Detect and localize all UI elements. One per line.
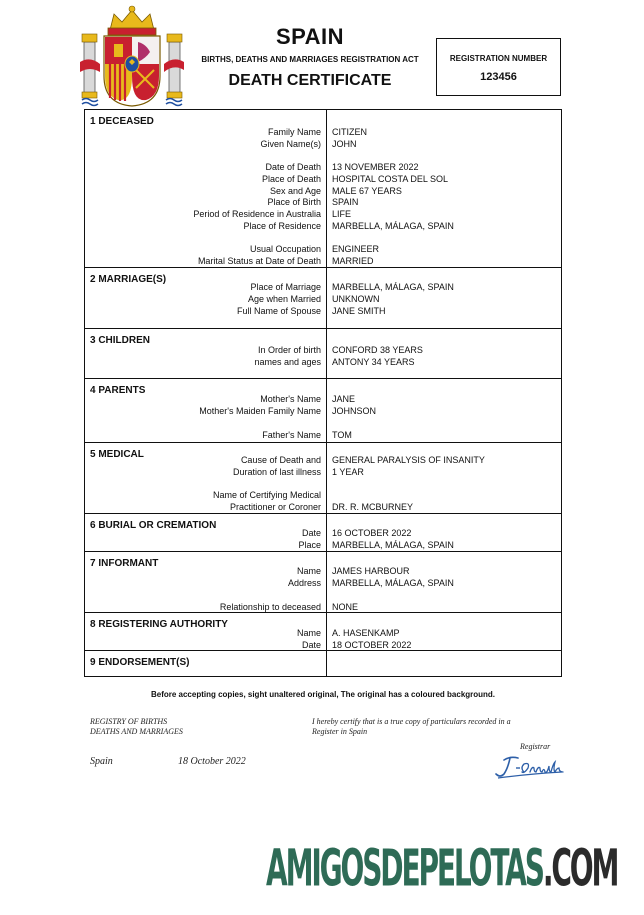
field-value: JANE SMITH: [332, 306, 386, 316]
field-value: 1 YEAR: [332, 467, 364, 477]
act-subtitle: BIRTHS, DEATHS AND MARRIAGES REGISTRATION ACT: [201, 55, 419, 64]
certify-line-1: I hereby certify that is a true copy of particulars recorded in a: [312, 717, 511, 726]
field-value: 13 NOVEMBER 2022: [332, 162, 419, 172]
field-label: Usual Occupation: [249, 244, 321, 254]
section-parents: [85, 379, 561, 443]
field-value: UNKNOWN: [332, 294, 380, 304]
field-label: Duration of last illness: [232, 467, 321, 477]
section-title: 7 INFORMANT: [90, 558, 159, 569]
field-label: Practitioner or Coroner: [229, 502, 321, 512]
registry-line-1: REGISTRY OF BIRTHS: [90, 717, 168, 726]
field-label: Age when Married: [247, 294, 321, 304]
field-label: Name: [296, 628, 321, 638]
field-label: Father's Name: [262, 430, 321, 440]
field-label: Address: [287, 578, 321, 588]
section-deceased: [85, 110, 561, 268]
field-label: Date of Death: [265, 162, 321, 172]
field-value: A. HASENKAMP: [332, 628, 400, 638]
field-label: Mother's Maiden Family Name: [199, 406, 321, 416]
field-label: Name of Certifying Medical: [212, 490, 321, 500]
watermark-tld: .COM: [542, 840, 618, 899]
section-title: 4 PARENTS: [90, 385, 146, 396]
field-label: In Order of birth: [257, 345, 321, 355]
section-marriage: [85, 268, 561, 329]
issue-date: 18 October 2022: [178, 756, 246, 767]
issue-place: Spain: [90, 756, 113, 767]
field-value: JOHNSON: [332, 406, 377, 416]
field-value: NONE: [332, 602, 359, 612]
field-value: 18 OCTOBER 2022: [332, 640, 412, 650]
field-label: Place of Birth: [267, 197, 321, 207]
field-label: Place: [298, 540, 321, 550]
field-value: CITIZEN: [332, 127, 367, 137]
section-endorsement: [85, 651, 561, 676]
field-value: MALE 67 YEARS: [332, 186, 402, 196]
country-heading: SPAIN: [275, 24, 345, 49]
document-title: DEATH CERTIFICATE: [228, 72, 392, 89]
field-value: MARBELLA, MÁLAGA, SPAIN: [332, 578, 454, 588]
field-label: Given Name(s): [260, 139, 321, 149]
section-title: 2 MARRIAGE(S): [90, 274, 167, 285]
section-registering-authority: [85, 613, 561, 651]
field-value: JAMES HARBOUR: [332, 566, 410, 576]
registration-number-box: [436, 38, 561, 96]
field-value: TOM: [332, 430, 352, 440]
field-value: HOSPITAL COSTA DEL SOL: [332, 174, 449, 184]
field-label: Period of Residence in Australia: [193, 209, 321, 219]
field-value: ENGINEER: [332, 244, 380, 254]
field-label: Place of Death: [261, 174, 321, 184]
field-label: Date: [301, 528, 321, 538]
field-value: ANTONY 34 YEARS: [332, 357, 415, 367]
field-value: MARBELLA, MÁLAGA, SPAIN: [332, 221, 454, 231]
field-label: Place of Marriage: [250, 282, 321, 292]
field-label: names and ages: [254, 357, 321, 367]
field-label: Marital Status at Date of Death: [197, 256, 321, 266]
field-value: MARRIED: [332, 256, 374, 266]
registration-number-label: REGISTRATION NUMBER: [449, 54, 548, 63]
watermark-main: AMIGOSDEPELOTAS: [266, 840, 543, 899]
section-title: 3 CHILDREN: [90, 335, 151, 346]
field-value: JOHN: [332, 139, 357, 149]
field-value: LIFE: [332, 209, 352, 219]
section-medical: [85, 443, 561, 514]
section-burial: [85, 514, 561, 552]
registry-line-2: DEATHS AND MARRIAGES: [90, 727, 183, 736]
field-label: Name: [296, 566, 321, 576]
field-label: Sex and Age: [269, 186, 321, 196]
section-informant: [85, 552, 561, 613]
registry-office-text: [90, 717, 250, 737]
field-value: DR. R. MCBURNEY: [332, 502, 414, 512]
field-label: Family Name: [267, 127, 321, 137]
section-title: 1 DECEASED: [90, 116, 154, 127]
field-label: Relationship to deceased: [219, 602, 321, 612]
copy-notice: Before accepting copies, sight unaltered original, The original has a coloured background.: [150, 690, 496, 699]
section-title: 9 ENDORSEMENT(S): [90, 657, 190, 668]
field-value: MARBELLA, MÁLAGA, SPAIN: [332, 282, 454, 292]
certification-statement: [312, 717, 562, 737]
field-value: GENERAL PARALYSIS OF INSANITY: [332, 455, 485, 465]
registration-number-value: 123456: [480, 71, 517, 83]
field-value: SPAIN: [332, 197, 359, 207]
field-label: Full Name of Spouse: [236, 306, 321, 316]
certificate-table: [84, 109, 562, 677]
certify-line-2: Register in Spain: [312, 727, 368, 736]
coat-of-arms-emblem: [80, 4, 184, 108]
field-label: Cause of Death and: [240, 455, 321, 465]
field-value: 16 OCTOBER 2022: [332, 528, 412, 538]
section-title: 5 MEDICAL: [90, 449, 144, 460]
field-label: Date: [301, 640, 321, 650]
section-title: 6 BURIAL OR CREMATION: [90, 520, 217, 531]
field-label: Mother's Name: [260, 394, 321, 404]
signature: [494, 754, 566, 780]
field-value: MARBELLA, MÁLAGA, SPAIN: [332, 540, 454, 550]
section-children: [85, 329, 561, 379]
registrar-label: Registrar: [520, 742, 551, 751]
section-title: 8 REGISTERING AUTHORITY: [90, 619, 228, 630]
field-value: CONFORD 38 YEARS: [332, 345, 423, 355]
field-value: JANE: [332, 394, 356, 404]
field-label: Place of Residence: [243, 221, 321, 231]
watermark-logo: [266, 840, 617, 899]
